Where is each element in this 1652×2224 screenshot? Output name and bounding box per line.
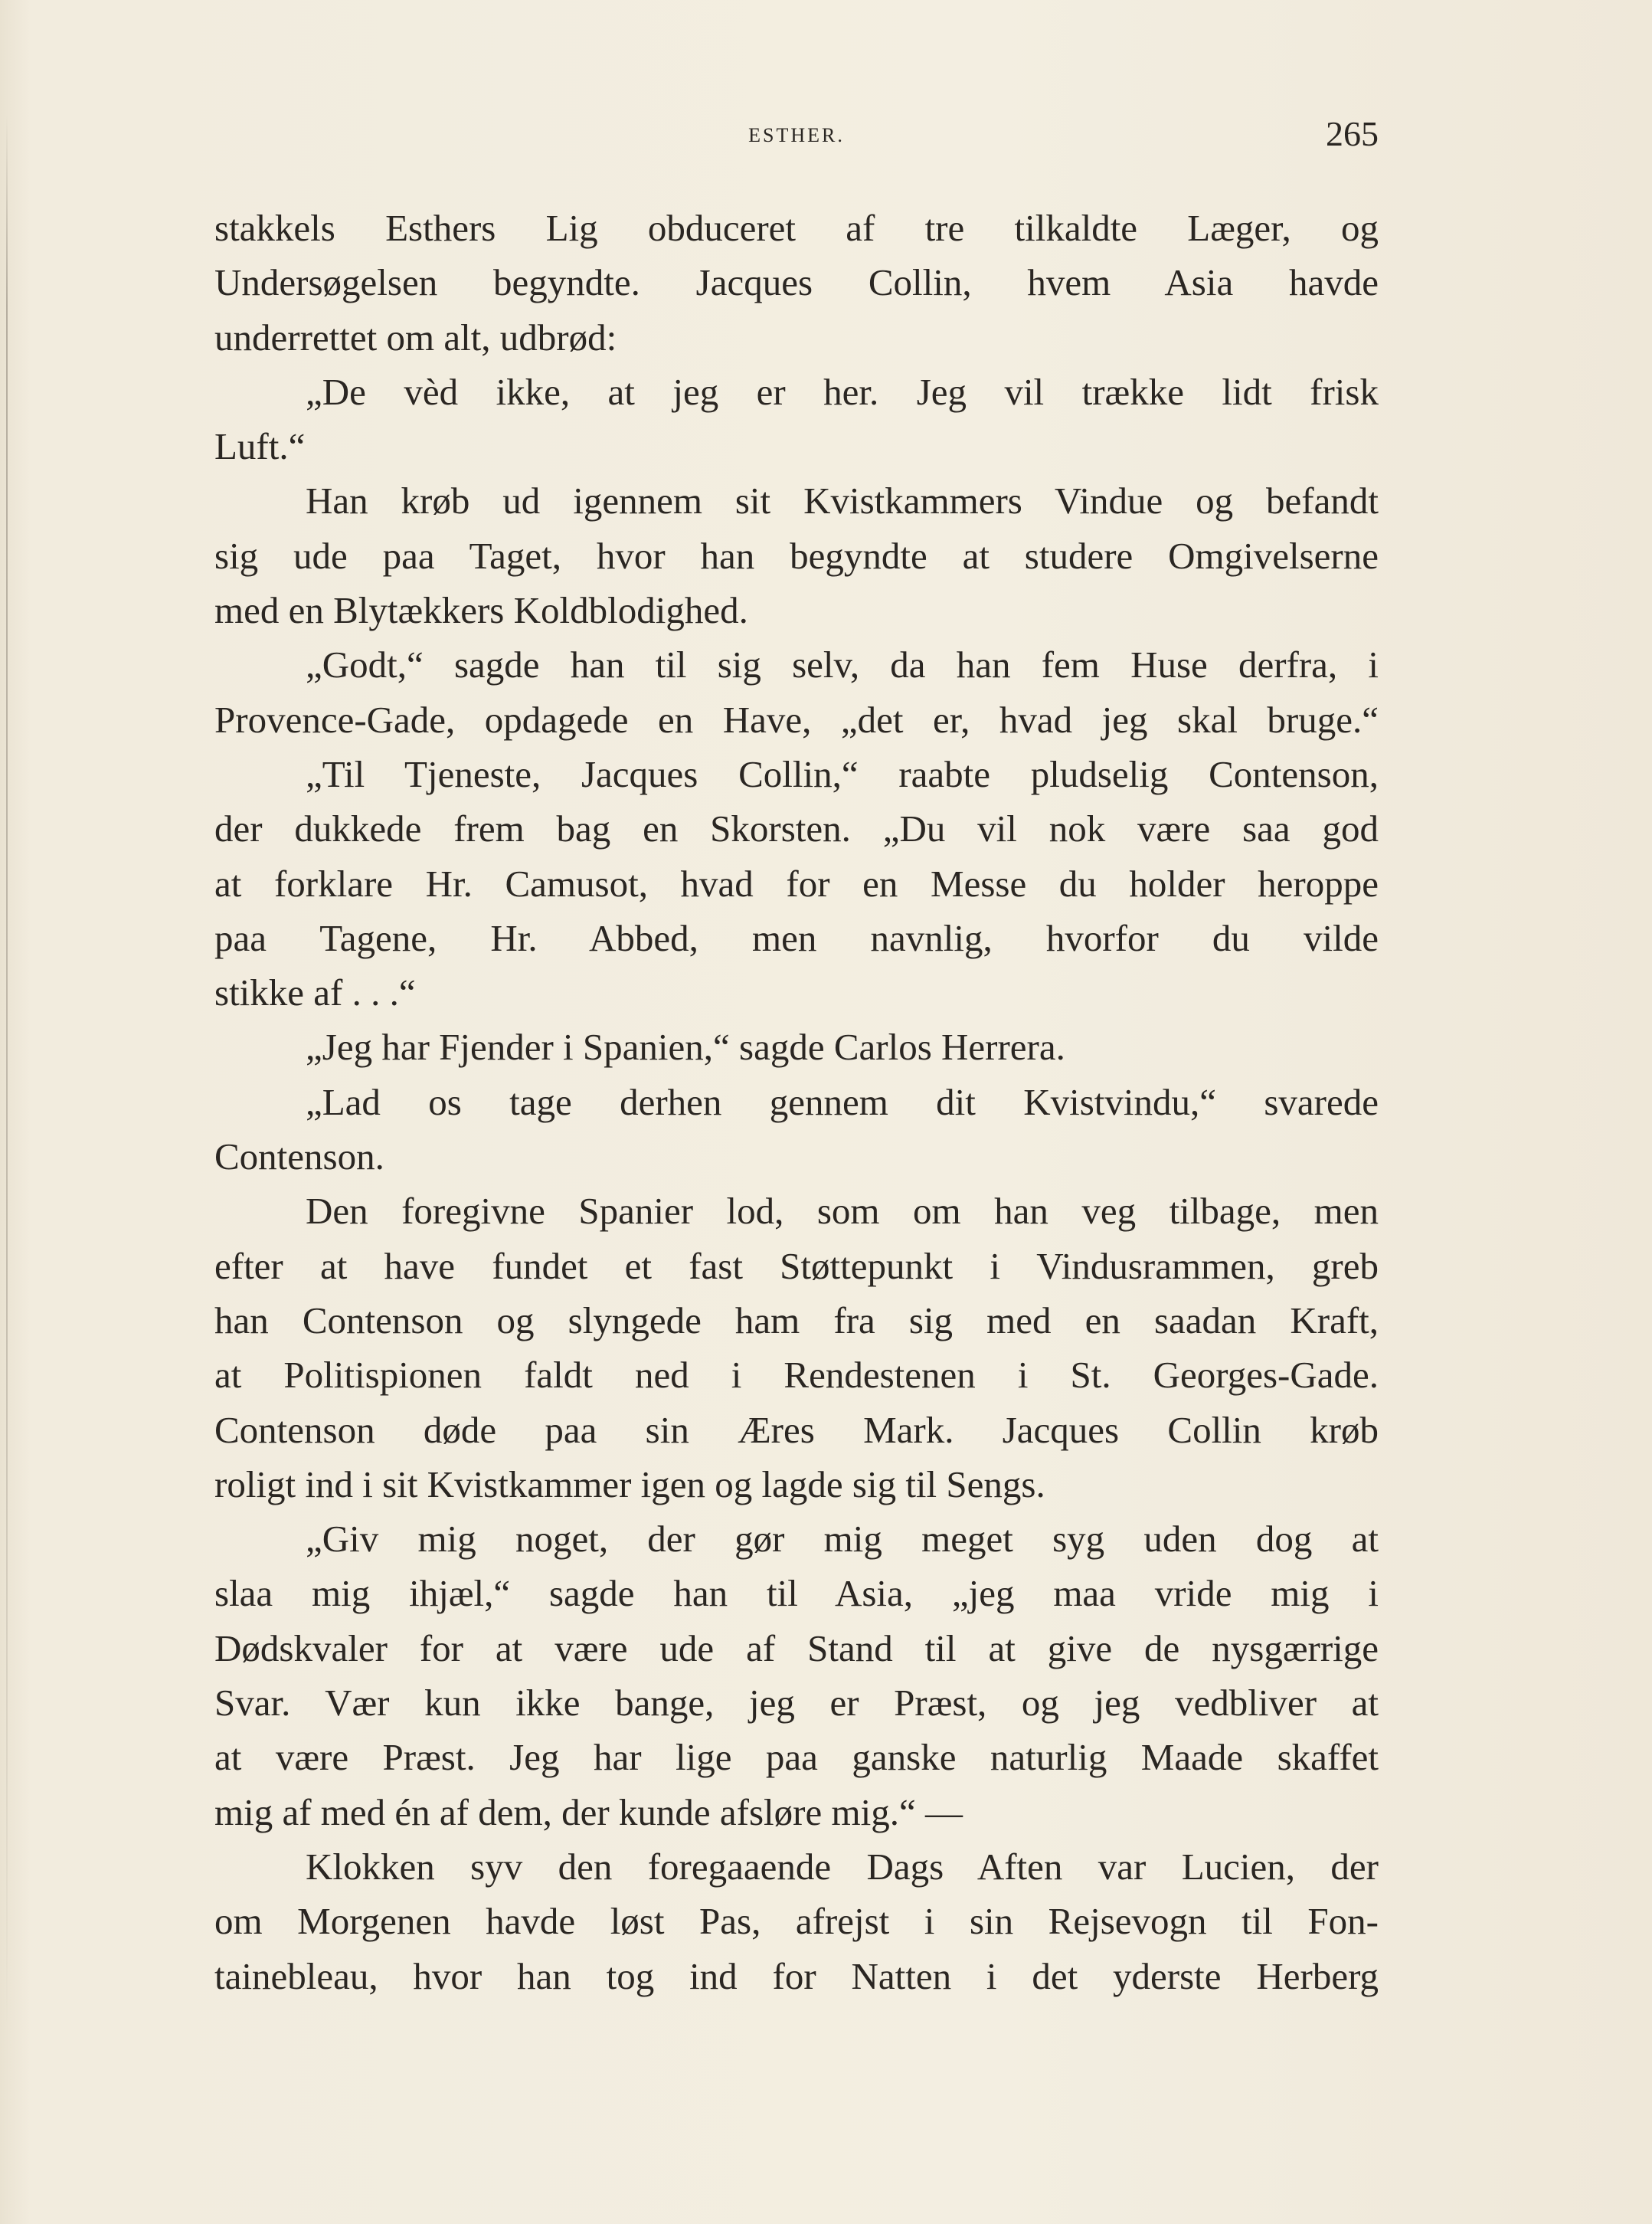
text-line: stakkels Esthers Lig obduceret af tre tilkaldte Læger, og <box>214 207 1379 249</box>
text-line: paa Tagene, Hr. Abbed, men navnlig, hvorfor du vilde <box>214 916 1379 959</box>
text-line: „Lad os tage derhen gennem dit Kvistvindu,“ svarede <box>306 1080 1379 1123</box>
text-line: slaa mig ihjæl,“ sagde han til Asia, „jeg maa vride mig i <box>214 1572 1379 1615</box>
text-line: efter at have fundet et fast Støttepunkt i Vindusrammen, greb <box>214 1244 1379 1287</box>
text-line: der dukkede frem bag en Skorsten. „Du vil nok være saa god <box>214 807 1379 850</box>
page-gutter-edge <box>6 115 8 2030</box>
text-line: Den foregivne Spanier lod, som om han veg tilbage, men <box>306 1190 1379 1233</box>
text-line: Contenson døde paa sin Æres Mark. Jacques Collin krøb <box>214 1408 1379 1451</box>
page-header <box>214 113 1379 159</box>
page-number: 265 <box>1326 114 1379 153</box>
text-line: underrettet om alt, udbrød: <box>214 316 617 359</box>
text-line: „Godt,“ sagde han til sig selv, da han fem Huse derfra, i <box>306 644 1379 686</box>
text-line: at forklare Hr. Camusot, hvad for en Messe du holder heroppe <box>214 862 1379 905</box>
text-line: at være Præst. Jeg har lige paa ganske naturlig Maade skaffet <box>214 1736 1379 1779</box>
text-line: Klokken syv den foregaaende Dags Aften var Lucien, der <box>306 1845 1379 1888</box>
text-line: „De vèd ikke, at jeg er her. Jeg vil trække lidt frisk <box>306 370 1379 413</box>
text-line: Contenson. <box>214 1135 384 1178</box>
text-line: Provence-Gade, opdagede en Have, „det er, hvad jeg skal bruge.“ <box>214 698 1379 741</box>
text-line: at Politispionen faldt ned i Rendestenen i St. Georges-Gade. <box>214 1354 1379 1397</box>
text-line: Undersøgelsen begyndte. Jacques Collin, hvem Asia havde <box>214 261 1379 304</box>
text-line: Luft.“ <box>214 425 306 468</box>
text-line: Svar. Vær kun ikke bange, jeg er Præst, og jeg vedbliver at <box>214 1682 1379 1725</box>
text-line: sig ude paa Taget, hvor han begyndte at studere Omgivelserne <box>214 534 1379 577</box>
text-line: tainebleau, hvor han tog ind for Natten i det yderste Herberg <box>214 1954 1379 1997</box>
text-line: han Contenson og slyngede ham fra sig med en saadan Kraft, <box>214 1299 1379 1341</box>
text-line: „Jeg har Fjender i Spanien,“ sagde Carlos Herrera. <box>306 1026 1065 1069</box>
text-line: „Til Tjeneste, Jacques Collin,“ raabte pludselig Contenson, <box>306 752 1379 795</box>
text-line: om Morgenen havde løst Pas, afrejst i sin Rejsevogn til Fon- <box>214 1900 1379 1943</box>
text-line: Dødskvaler for at være ude af Stand til at give de nysgærrige <box>214 1626 1379 1669</box>
text-line: roligt ind i sit Kvistkammer igen og lagde sig til Sengs. <box>214 1462 1045 1505</box>
text-line: Han krøb ud igennem sit Kvistkammers Vindue og befandt <box>306 480 1379 522</box>
text-line: med en Blytækkers Koldblodighed. <box>214 589 748 632</box>
text-line: mig af med én af dem, der kunde afsløre mig.“ — <box>214 1790 963 1833</box>
body-text <box>214 201 1379 2003</box>
text-line: „Giv mig noget, der gør mig meget syg uden dog at <box>306 1518 1379 1561</box>
text-line: stikke af . . .“ <box>214 971 416 1014</box>
running-head: ESTHER. <box>748 124 845 146</box>
